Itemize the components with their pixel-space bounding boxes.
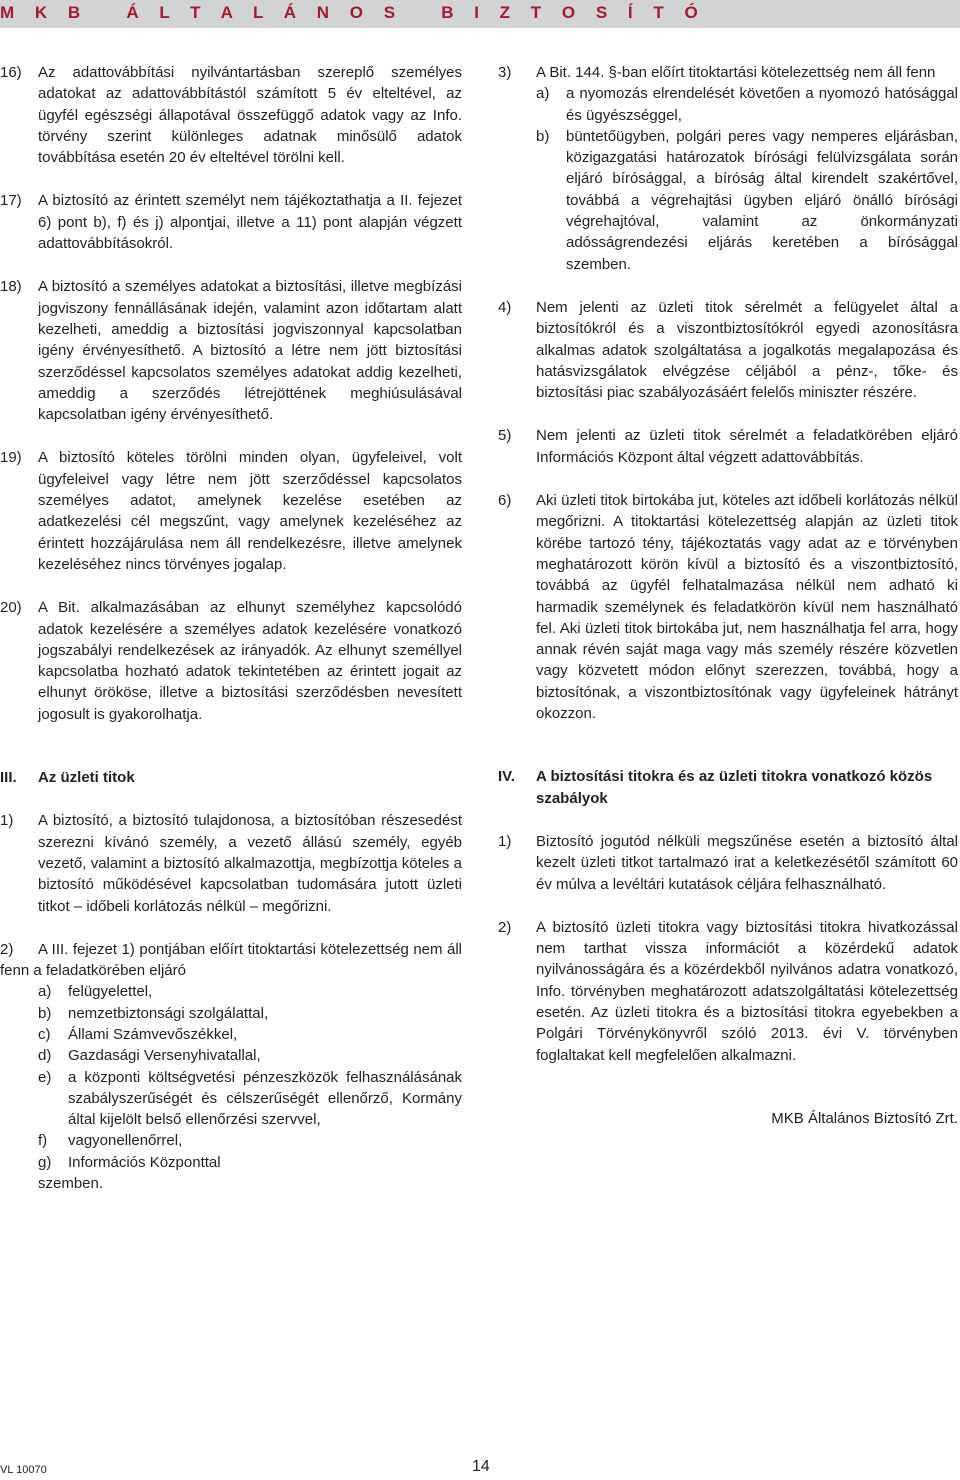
paragraph-text: Az adattovábbítási nyilvántartásban szereplő személyes adatokat az adattovábbítástól számított 5 év elteltével, az ügyfél egészségi állapotával összefüggő adatok vagy az Info. törvény szerint különleges adatnak minősülő adatok továbbítása esetén 20 év elteltével törölni kell. xyxy=(38,64,462,167)
list-item-marker: a) xyxy=(38,983,52,1001)
paragraph-number: 2) xyxy=(0,940,14,958)
company-signature: MKB Általános Biztosító Zrt. xyxy=(771,1109,958,1127)
paragraph-number: 2) xyxy=(498,918,512,936)
paragraph-number: 3) xyxy=(498,64,512,81)
list-item-text: Gazdasági Versenyhivatallal, xyxy=(68,1047,261,1065)
list-item-text: büntetőügyben, polgári peres vagy nemperes eljárásban, közigazgatási határozatok bírósági felülvizsgálata során eljáró bírósággal, a bíróság által kirendelt szakértővel, továbbá a végrehajtási ügyben eljáró önálló bírósági végrehajtóval, valamint az önkormányzati adósságrendezési eljárás keretében a bírósággal szemben. xyxy=(566,127,958,273)
list-item-text: vagyonellenőrrel, xyxy=(68,1132,183,1150)
list-item xyxy=(536,83,958,126)
paragraph-text: A Bit. alkalmazásában az elhunyt személyhez kapcsolódó adatok kezelésére a személyes adatok kezelésére vonatkozó jogszabályi rendelkezések az irányadók. Az elhunyt személlyel kapcsolatba hozható adatok tekintetében az érintett jogait az elhunyt örököse, illetve a biztosítási szerződésben nevesített jogosult is gyakorolhatja. xyxy=(38,599,462,723)
paragraph-number: 20) xyxy=(0,599,22,617)
section-3-paragraph-1 xyxy=(0,810,462,916)
paragraph-text: A biztosító az érintett személyt nem tájékoztathatja a II. fejezet 6) pont b), f) és j) alpontjai, illetve a 11) pont alapján végzett adattovábbításokról. xyxy=(38,192,462,253)
list-item-text: a központi költségvetési pénzeszközök felhasználásának szabályszerűségét és célszerűségét ellenőrző, Kormány által kijelölt belső ellenőrzési szervvel, xyxy=(68,1068,462,1129)
section-number: IV. xyxy=(498,768,515,786)
list-item-marker: g) xyxy=(38,1153,52,1171)
paragraph-number: 6) xyxy=(498,492,512,510)
list-item xyxy=(38,1003,462,1024)
paragraph-text: A III. fejezet 1) pontjában előírt titoktartási kötelezettség nem áll fenn a feladatkörében eljáró xyxy=(0,940,462,980)
paragraph-4 xyxy=(498,297,958,403)
list-item xyxy=(38,1024,462,1045)
paragraph-text: Nem jelenti az üzleti titok sérelmét a felügyelet által a biztosítókról és a viszontbiztosítókról egyedi azonosításra alkalmas adatok szolgáltatása a jogalkotás megalapozása és hatásvizsgálatok elvégzése céljából a pénz-, tőke- és biztosítási piac szabályozásáért felelős miniszter részére. xyxy=(536,298,958,402)
header-title: M K B Á L T A L Á N O S B I Z T O S Í T Ó xyxy=(0,3,706,22)
section-4-heading xyxy=(498,766,958,809)
paragraph-text: A biztosító, a biztosító tulajdonosa, a biztosítóban részesedést szerezni kívánó személy, a vezető állású személy, egyéb vezető, valamint a biztosító alkalmazottja, megbízottja köteles a biztosító működésével kapcsolatban tudomására jutott üzleti titkot – időbeli korlátozás nélkül – megőrizni. xyxy=(38,812,462,915)
list-item-marker: a) xyxy=(536,85,550,103)
paragraph-19 xyxy=(0,447,462,575)
page-number: 14 xyxy=(472,1458,490,1475)
paragraph-text: A biztosító köteles törölni minden olyan, ügyfeleivel, volt ügyfeleivel vagy létre nem jött szerződéssel kapcsolatos személyes adatot, amelynek kezelése esetében az adatkezelési cél megszűnt, vagy amelynek kezeléséhez az érintett hozzájárulása nem áll rendelkezésre, illetve amelynek kezeléséhez nincs törvényes jogalap. xyxy=(38,449,462,573)
paragraph-body xyxy=(536,62,958,275)
paragraph-text: Biztosító jogutód nélküli megszűnése esetén a biztosító által kezelt üzleti titkot tartalmazó irat a keletkezésétől számított 60 év múlva a levéltári kutatások céljára felhasználható. xyxy=(536,832,958,893)
right-column xyxy=(498,62,958,1129)
section-title: Az üzleti titok xyxy=(38,769,135,787)
list-item-marker: b) xyxy=(536,127,550,145)
paragraph-text: Aki üzleti titok birtokába jut, köteles azt időbeli korlátozás nélkül megőrizni. A titoktartási kötelezettség alapján az üzleti titok körébe tartozó tény, tájékoztatás vagy adat az e törvényben meghatározott körön kívül a biztosító és a viszontbiztosító, továbbá az ügyfél felhatalmazása nélkül nem adható ki harmadik személynek és feladatkörön kívül nem használható fel. Aki üzleti titok birtokába jut, nem használhatja fel arra, hogy annak révén saját maga vagy más személy részére közvetlen vagy közvetett módon előnyt szerezzen, továbbá, hogy a biztosítónak, a viszontbiztosítónak vagy ügyfeleinek hátrányt okozzon. xyxy=(536,492,958,723)
paragraph-3 xyxy=(498,62,958,275)
list-item xyxy=(536,126,958,275)
section-3-paragraph-2 xyxy=(0,939,462,1195)
paragraph-number: 4) xyxy=(498,298,512,316)
section-number: III. xyxy=(0,769,17,787)
list-item xyxy=(38,1152,462,1173)
section-4-paragraph-1 xyxy=(498,831,958,895)
paragraph-number: 1) xyxy=(498,832,512,850)
paragraph-number: 1) xyxy=(0,812,14,830)
list-item xyxy=(38,1130,462,1151)
document-code: VL 10070 xyxy=(0,1464,47,1476)
list-item-text: Információs Központtal xyxy=(68,1153,221,1171)
paragraph-6 xyxy=(498,490,958,724)
paragraph-number: 16) xyxy=(0,64,22,81)
paragraph-closing: szemben. xyxy=(38,1175,104,1193)
list-item-marker: c) xyxy=(38,1025,51,1043)
paragraph-20 xyxy=(0,597,462,725)
list-item-text: nemzetbiztonsági szolgálattal, xyxy=(68,1004,269,1022)
list-item-text: felügyelettel, xyxy=(68,983,153,1001)
paragraph-number: 19) xyxy=(0,449,22,467)
paragraph-text: A Bit. 144. §-ban előírt titoktartási kötelezettség nem áll fenn xyxy=(536,64,936,81)
paragraph-number: 18) xyxy=(0,278,22,296)
list-item xyxy=(38,981,462,1002)
header-bar xyxy=(0,0,960,28)
paragraph-text: A biztosító üzleti titokra vagy biztosítási titokra hivatkozással nem tarthat vissza információt a közérdekű adatok nyilvánosságára és a közérdekből nyilvános adatra vonatkozó, Info. törvényben meghatározott adatszolgáltatási kötelezettség esetén. Az üzleti titokra és a biztosítási titokra egyebekben a Polgári Törvénykönyvről szóló 2013. évi V. törvényben foglaltakat kell megfelelően alkalmazni. xyxy=(536,918,958,1064)
section-3-heading xyxy=(0,767,462,788)
section-title: A biztosítási titokra és az üzleti titokra vonatkozó közös szabályok xyxy=(536,768,933,807)
left-column xyxy=(0,62,462,1194)
list-item-text: a nyomozás elrendelését követően a nyomozó hatósággal és ügyészséggel, xyxy=(566,85,958,124)
paragraph-17 xyxy=(0,190,462,254)
paragraph-18 xyxy=(0,276,462,425)
sub-list xyxy=(0,981,462,1194)
paragraph-5 xyxy=(498,425,958,468)
list-item-marker: f) xyxy=(38,1132,48,1150)
paragraph-number: 17) xyxy=(0,192,22,210)
list-item xyxy=(38,1067,462,1131)
paragraph-intro xyxy=(0,939,462,982)
paragraph-text: A biztosító a személyes adatokat a biztosítási, illetve megbízási jogviszony fennállásának idején, valamint azon időtartam alatt kezelheti, ameddig a biztosítási jogviszonnyal kapcsolatban igény érvényesíthető. A biztosító a létre nem jött biztosítási szerződéssel kapcsolatos személyes adatokat addig kezelheti, ameddig a szerződés létrejöttének meghiúsulásával kapcsolatban igény érvényesíthető. xyxy=(38,278,462,424)
paragraph-number: 5) xyxy=(498,427,512,445)
section-4-paragraph-2 xyxy=(498,917,958,1066)
list-item xyxy=(38,1045,462,1066)
list-item-marker: e) xyxy=(38,1068,52,1086)
list-item-marker: b) xyxy=(38,1004,52,1022)
paragraph-text: Nem jelenti az üzleti titok sérelmét a feladatkörében eljáró Információs Központ által végzett adattovábbítás. xyxy=(536,427,958,466)
list-item-text: Állami Számvevőszékkel, xyxy=(68,1025,238,1043)
list-item-marker: d) xyxy=(38,1047,52,1065)
paragraph-16 xyxy=(0,62,462,168)
